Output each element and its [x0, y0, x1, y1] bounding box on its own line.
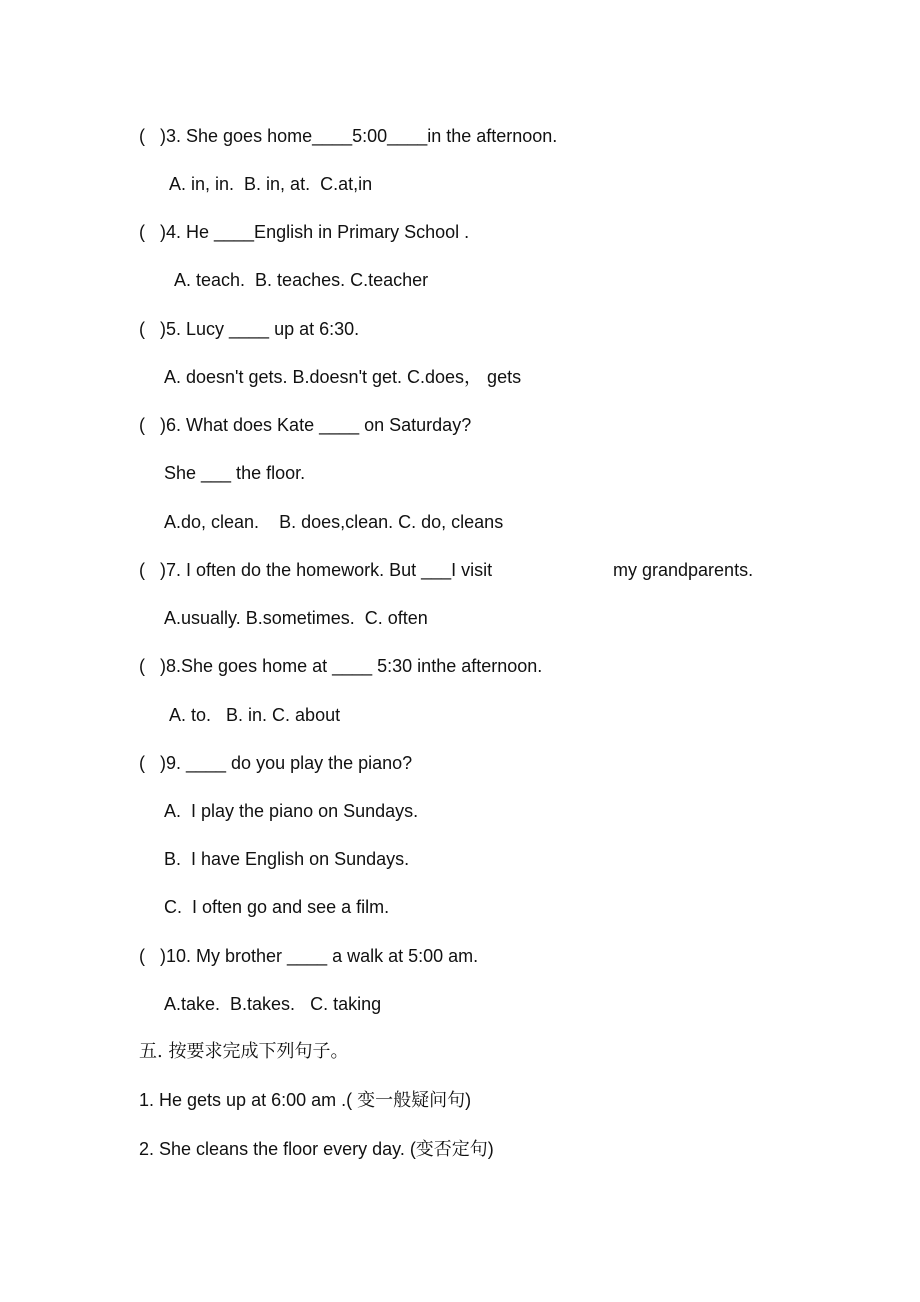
question-9-option-b: B. I have English on Sundays. — [164, 849, 410, 869]
question-8-options: A. to. B. in. C. about — [169, 705, 341, 725]
question-10: ( )10. My brother ____ a walk at 5:00 am. — [139, 946, 479, 966]
question-7: ( )7. I often do the homework. But ___I visit — [139, 560, 493, 580]
section-5-item-1: 1. He gets up at 6:00 am .( 变一般疑问句) — [139, 1090, 472, 1110]
question-9-option-a: A. I play the piano on Sundays. — [164, 801, 419, 821]
question-5: ( )5. Lucy ____ up at 6:30. — [139, 319, 360, 339]
question-4-options: A. teach. B. teaches. C.teacher — [174, 270, 429, 290]
question-10-options: A.take. B.takes. C. taking — [164, 994, 382, 1014]
question-9: ( )9. ____ do you play the piano? — [139, 753, 413, 773]
question-7-options: A.usually. B.sometimes. C. often — [164, 608, 428, 628]
question-3-options: A. in, in. B. in, at. C.at,in — [169, 174, 373, 194]
section-5-item-2: 2. She cleans the floor every day. (变否定句) — [139, 1139, 494, 1159]
question-6-answer-line: She ___ the floor. — [164, 463, 306, 483]
question-9-option-c: C. I often go and see a film. — [164, 897, 390, 917]
question-8: ( )8.She goes home at ____ 5:30 inthe afternoon. — [139, 656, 543, 676]
question-6-options: A.do, clean. B. does,clean. C. do, cleans — [164, 512, 504, 532]
question-4: ( )4. He ____English in Primary School . — [139, 222, 470, 242]
question-3: ( )3. She goes home____5:00____in the afternoon. — [139, 126, 558, 146]
question-7-continuation: my grandparents. — [613, 560, 754, 580]
section-5-heading: 五. 按要求完成下列句子。 — [139, 1041, 349, 1062]
question-6: ( )6. What does Kate ____ on Saturday? — [139, 415, 472, 435]
question-5-options: A. doesn't gets. B.doesn't get. C.does， gets — [164, 367, 522, 387]
